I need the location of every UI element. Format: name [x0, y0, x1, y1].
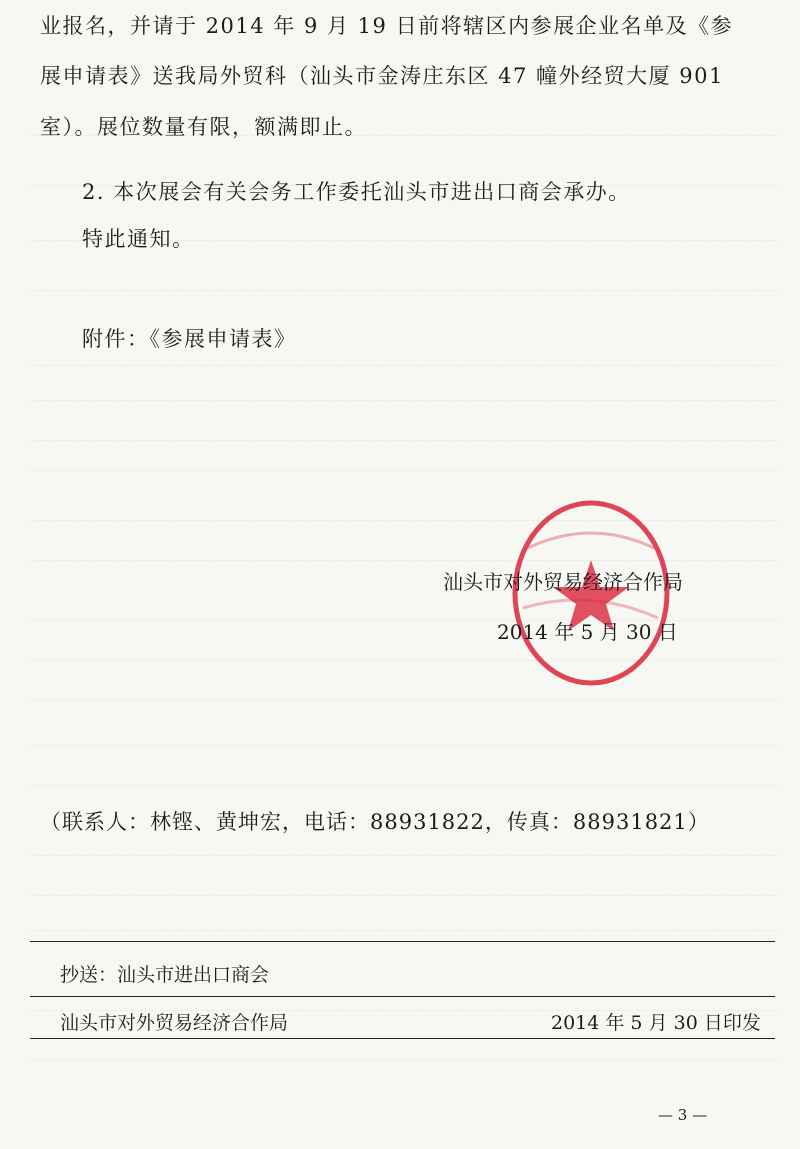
body-paragraph-line: 业报名，并请于 2014 年 9 月 19 日前将辖区内参展企业名单及《参 — [40, 14, 734, 38]
body-paragraph-line: 室）。展位数量有限，额满即止。 — [40, 115, 367, 139]
footer-bottom-rule — [30, 1038, 775, 1039]
body-paragraph-line: 展申请表》送我局外贸科（汕头市金涛庄东区 47 幢外经贸大厦 901 — [40, 64, 724, 88]
issue-date: 2014 年 5 月 30 日 — [497, 620, 678, 644]
publisher: 汕头市对外贸易经济合作局 — [60, 1012, 289, 1034]
cc-label: 抄送： — [60, 964, 118, 986]
page-number: — 3 — — [658, 1106, 708, 1124]
footer-top-rule — [30, 941, 775, 942]
closing-text: 特此通知。 — [82, 227, 195, 251]
contact-info: （联系人：林铿、黄坤宏，电话：88931822，传真：88931821） — [40, 810, 710, 834]
issuer-signature: 汕头市对外贸易经济合作局 — [443, 570, 683, 594]
attachment-line: 附件：《参展申请表》 — [82, 327, 297, 351]
print-date: 2014 年 5 月 30 日印发 — [551, 1012, 761, 1034]
cc-value: 汕头市进出口商会 — [117, 964, 270, 986]
item-2-text: 2. 本次展会有关会务工作委托汕头市进出口商会承办。 — [82, 180, 631, 204]
footer-middle-rule — [30, 996, 775, 997]
cc-line — [60, 962, 269, 988]
